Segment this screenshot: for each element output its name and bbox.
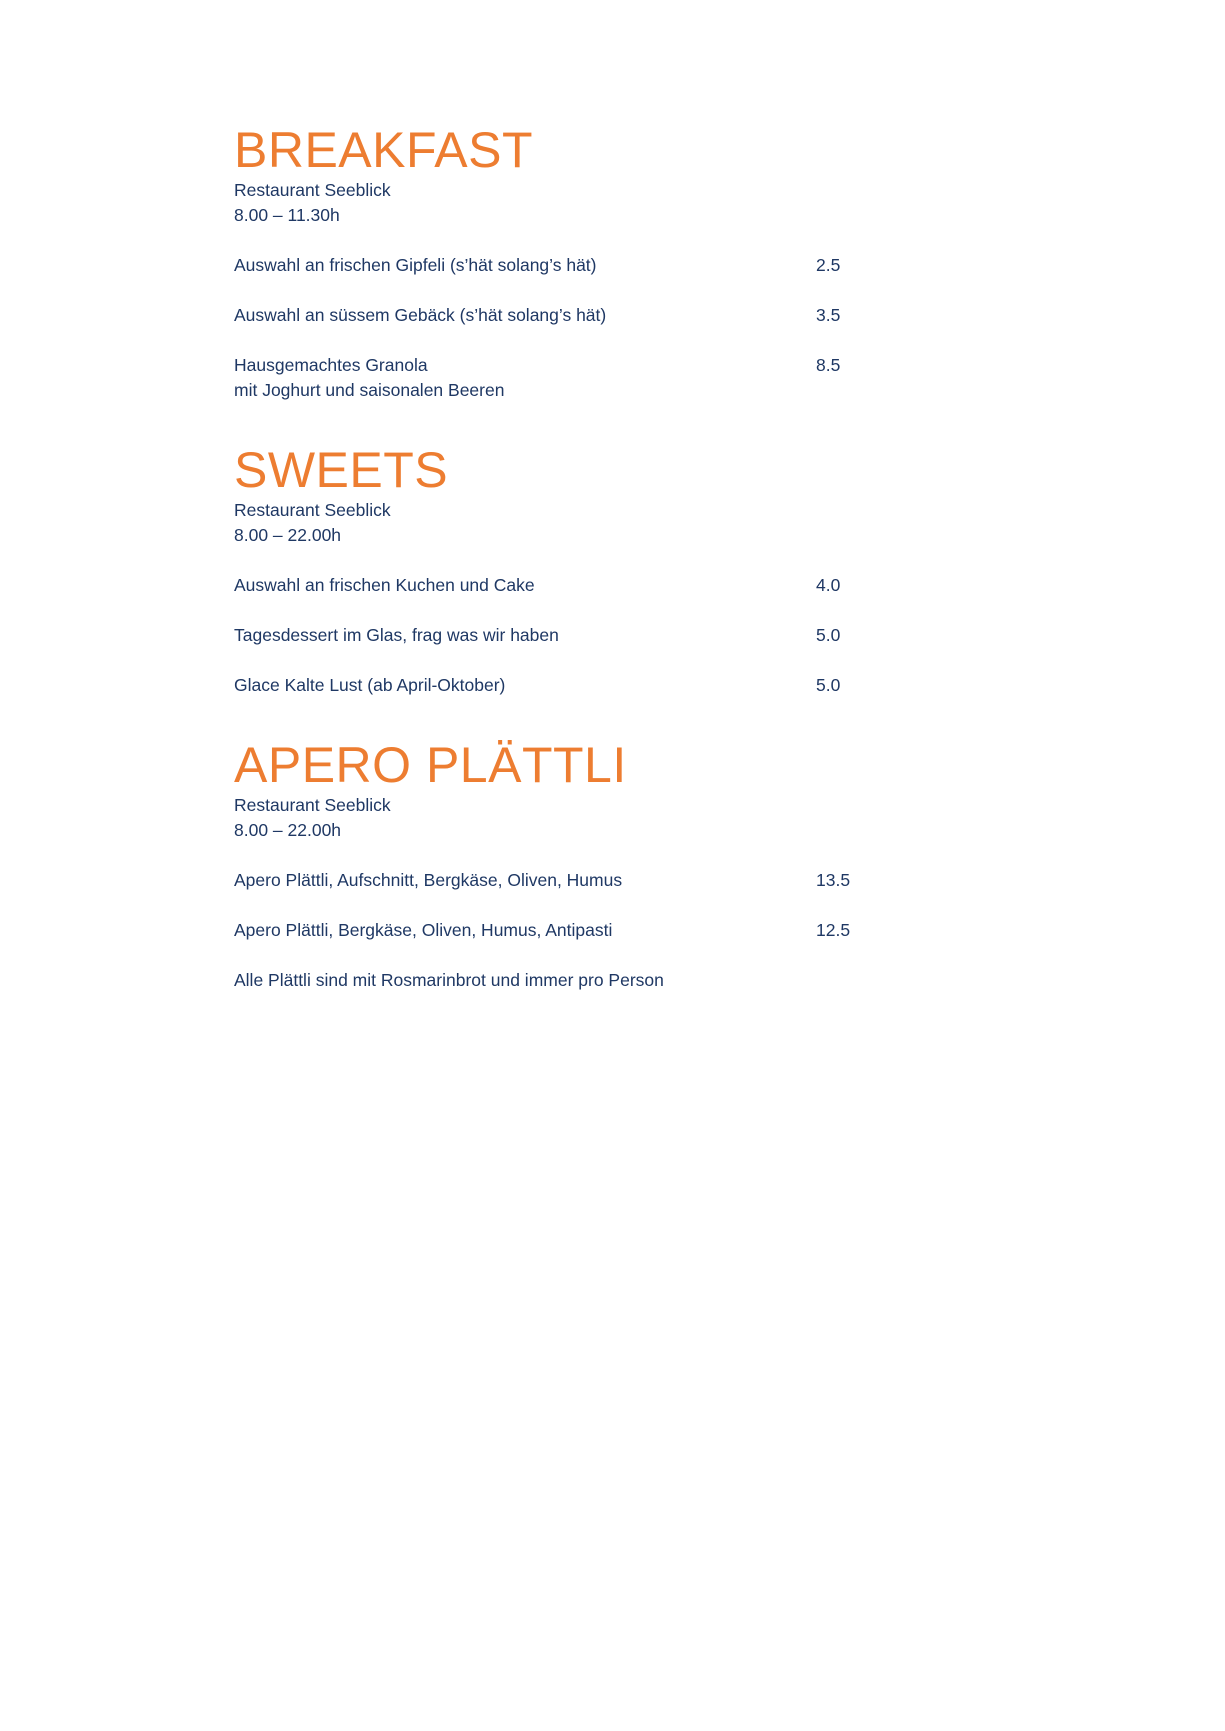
menu-item-name: Apero Plättli, Aufschnitt, Bergkäse, Oliven, Humus <box>234 870 623 890</box>
menu-item-price: 5.0 <box>816 625 841 645</box>
menu-item <box>234 573 914 598</box>
menu-item <box>234 623 914 648</box>
menu-item-name: Auswahl an frischen Gipfeli (s’hät solang’s hät) <box>234 255 597 275</box>
menu-item-price: 12.5 <box>816 920 851 940</box>
menu-item-name: Apero Plättli, Bergkäse, Oliven, Humus, Antipasti <box>234 920 613 940</box>
menu-item-list <box>234 573 914 698</box>
menu-item <box>234 868 914 893</box>
section-title: SWEETS <box>234 442 449 498</box>
menu-item-price: 2.5 <box>816 255 841 275</box>
menu-item-price: 5.0 <box>816 675 841 695</box>
section-apero-plaettli <box>234 737 914 993</box>
section-breakfast <box>234 122 914 428</box>
menu-item <box>234 918 914 943</box>
opening-hours: 8.00 – 11.30h <box>234 205 340 225</box>
section-title: BREAKFAST <box>234 122 534 178</box>
menu-item <box>234 353 914 403</box>
venue-label: Restaurant Seeblick <box>234 180 391 200</box>
menu-item-price: 13.5 <box>816 870 851 890</box>
menu-item-name: Glace Kalte Lust (ab April-Oktober) <box>234 675 506 695</box>
section-sweets <box>234 442 914 723</box>
section-title: APERO PLÄTTLI <box>234 737 627 793</box>
opening-hours: 8.00 – 22.00h <box>234 820 342 840</box>
opening-hours: 8.00 – 22.00h <box>234 525 342 545</box>
menu-item-description: mit Joghurt und saisonalen Beeren <box>234 380 505 400</box>
menu-item-price: 8.5 <box>816 355 841 375</box>
menu-item-name: Auswahl an frischen Kuchen und Cake <box>234 575 535 595</box>
menu-item-name: Tagesdessert im Glas, frag was wir haben <box>234 625 559 645</box>
menu-item-name: Auswahl an süssem Gebäck (s’hät solang’s hät) <box>234 305 607 325</box>
menu-item-list <box>234 868 914 993</box>
menu-item-price: 4.0 <box>816 575 841 595</box>
menu-note: Alle Plättli sind mit Rosmarinbrot und immer pro Person <box>234 970 664 990</box>
menu-item-name: Hausgemachtes Granola <box>234 355 428 375</box>
menu-item <box>234 253 914 278</box>
venue-label: Restaurant Seeblick <box>234 500 391 520</box>
menu-item-list <box>234 253 914 403</box>
menu-item-price: 3.5 <box>816 305 841 325</box>
venue-label: Restaurant Seeblick <box>234 795 391 815</box>
menu-item <box>234 303 914 328</box>
menu-item <box>234 673 914 698</box>
